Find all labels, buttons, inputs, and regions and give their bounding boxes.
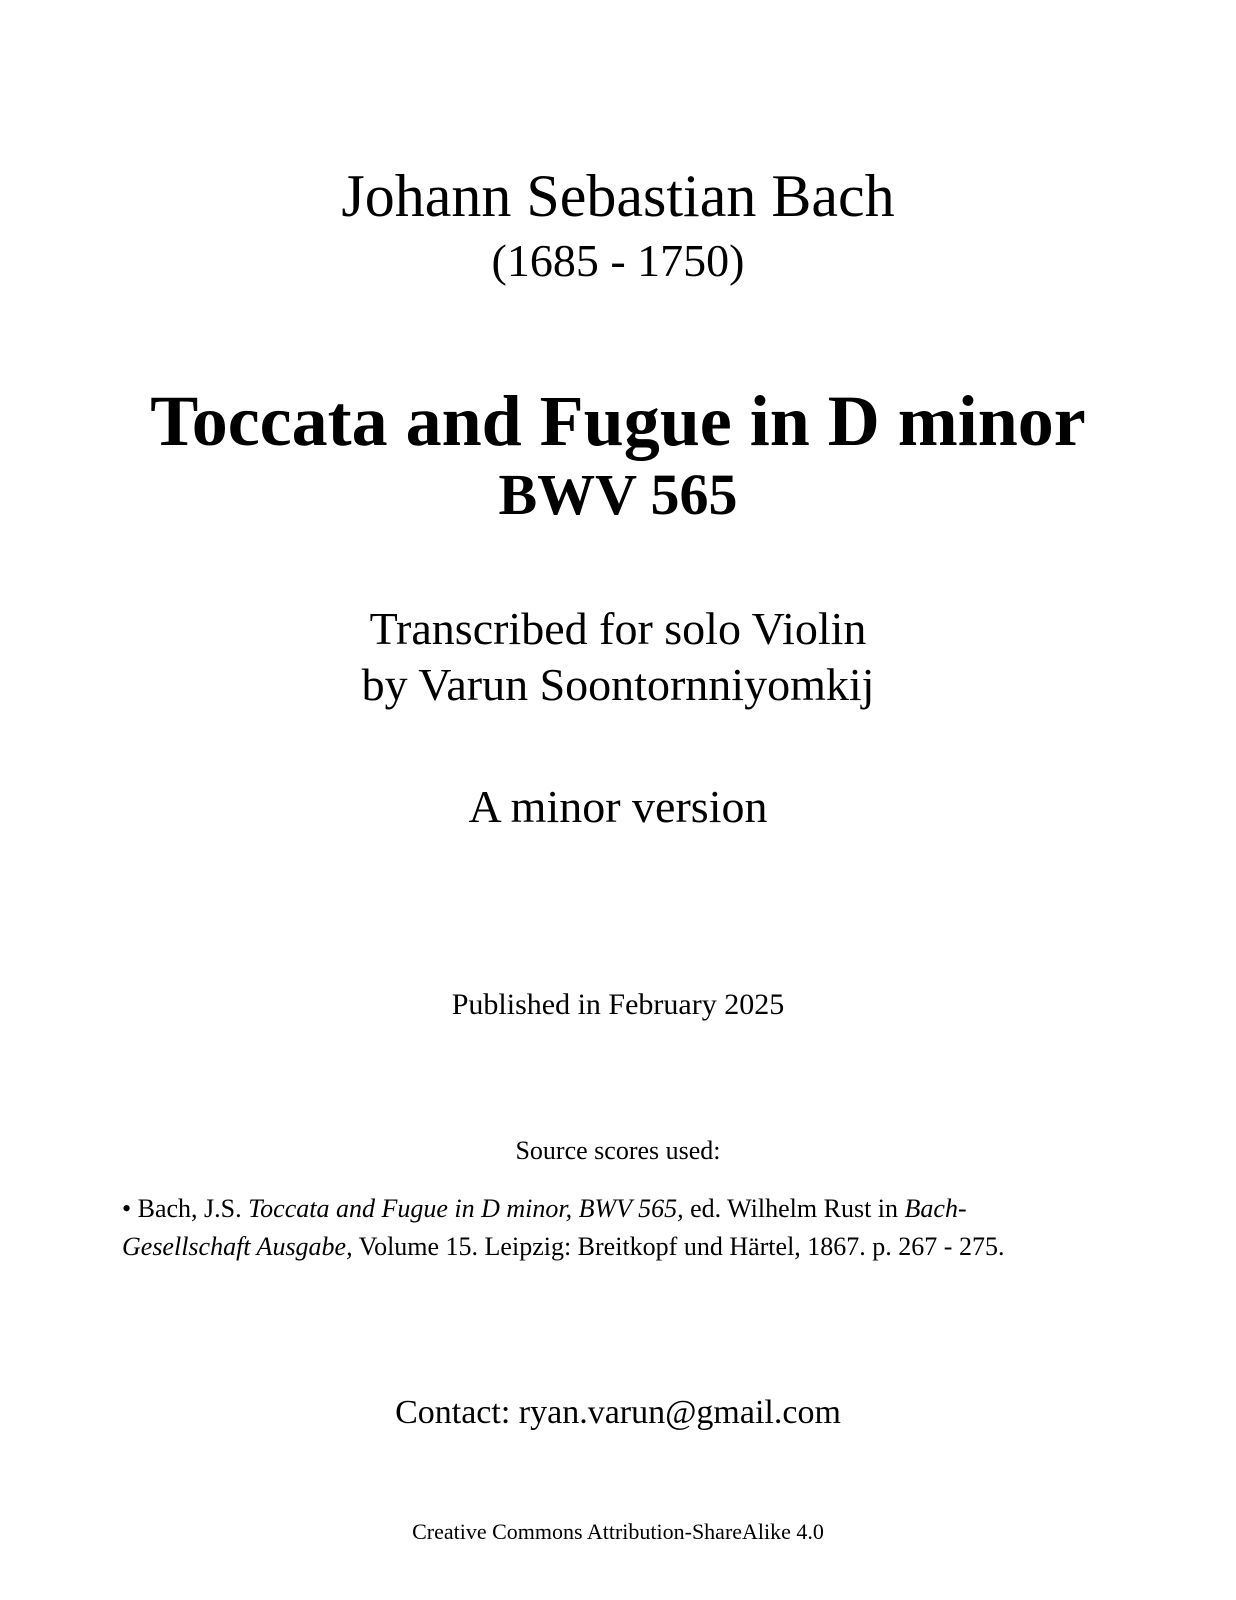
contact-info: Contact: ryan.varun@gmail.com [395, 1394, 841, 1431]
catalog-number: BWV 565 [498, 462, 738, 527]
source-series-part2: Gesellschaft Ausgabe, [122, 1232, 353, 1261]
source-author: Bach, J.S. [137, 1194, 242, 1223]
version-label: A minor version [468, 781, 768, 832]
composer-lifespan: (1685 - 1750) [491, 235, 745, 286]
bullet: • [122, 1194, 132, 1223]
source-work-title: Toccata and Fugue in D minor, BWV 565, [248, 1194, 684, 1223]
source-entry [122, 1190, 1122, 1266]
source-entry-line-2 [122, 1228, 1122, 1266]
publication-date: Published in February 2025 [451, 988, 785, 1021]
source-entry-line-1 [122, 1190, 1122, 1228]
transcription-line: Transcribed for solo Violin [369, 603, 867, 654]
work-title: Toccata and Fugue in D minor [150, 381, 1086, 461]
source-editor: ed. Wilhelm Rust in [690, 1194, 899, 1223]
transcriber-line: by Varun Soontornniyomkij [361, 659, 875, 710]
source-details: Volume 15. Leipzig: Breitkopf und Härtel, 1867. p. 267 - 275. [358, 1232, 1005, 1261]
source-series-part1: Bach- [904, 1194, 967, 1223]
license-notice: Creative Commons Attribution-ShareAlike 4.0 [412, 1519, 824, 1544]
composer-name: Johann Sebastian Bach [341, 163, 895, 229]
sources-heading: Source scores used: [515, 1136, 721, 1165]
